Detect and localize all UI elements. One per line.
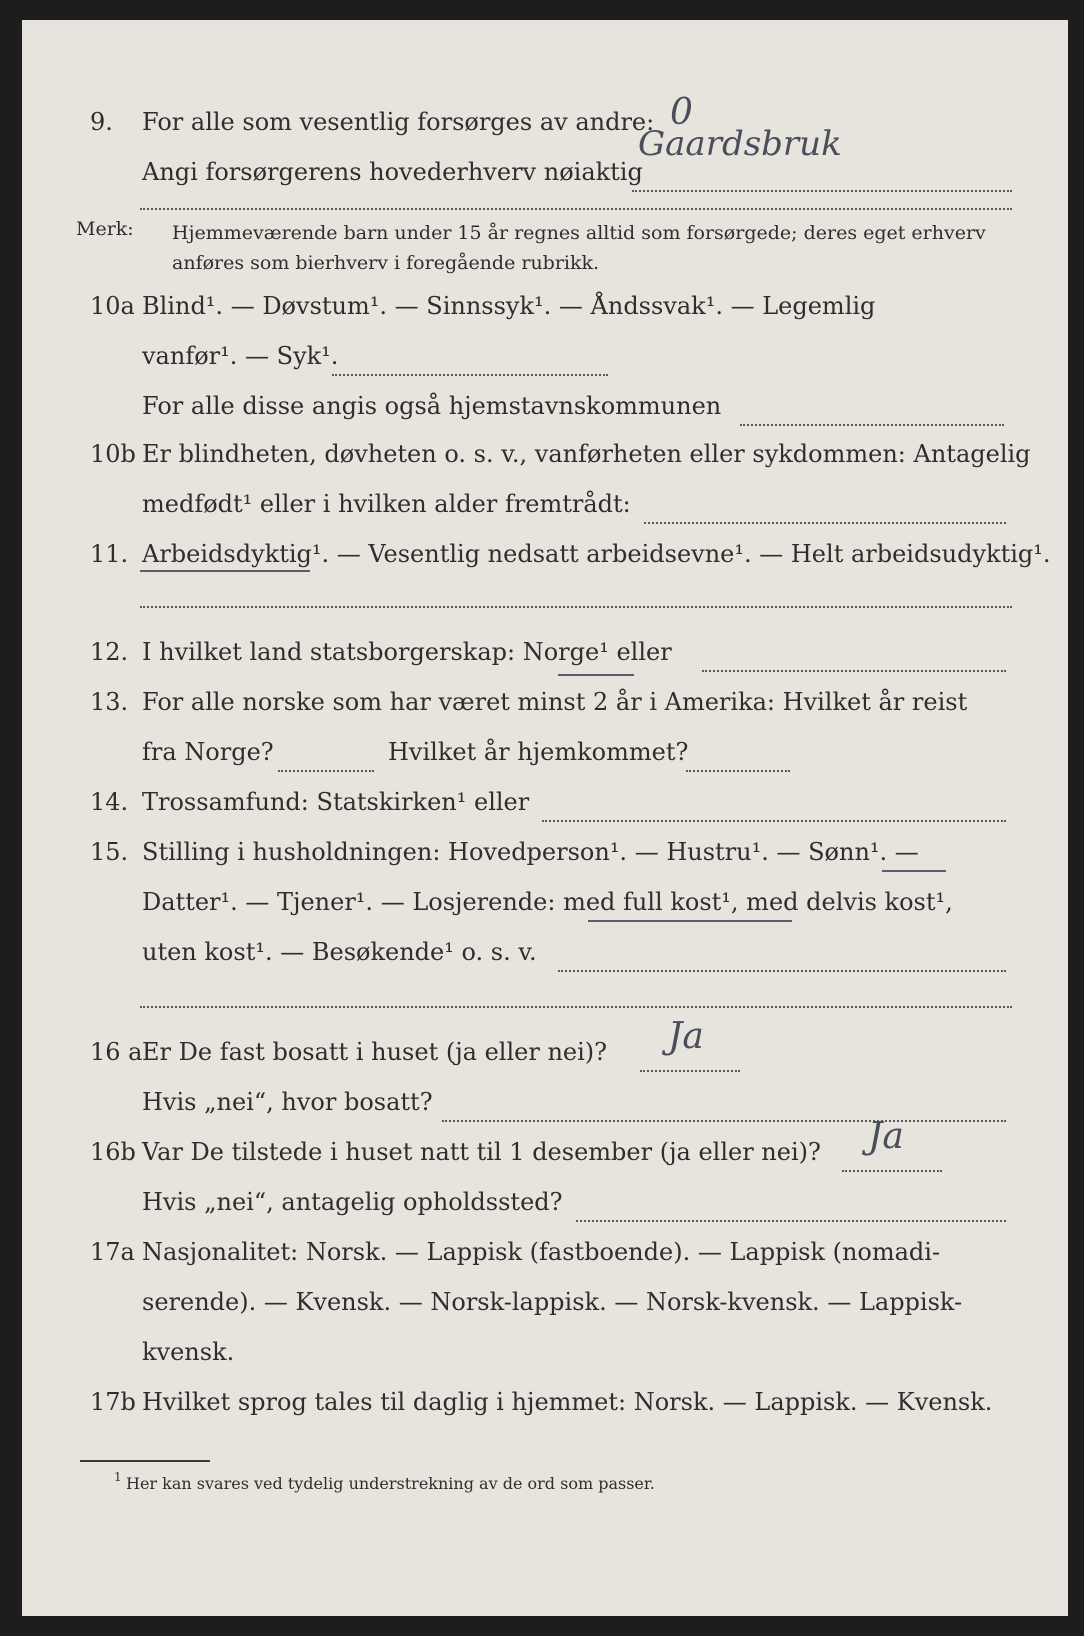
question-text: Angi forsørgerens hovederhverv nøiaktig bbox=[142, 158, 643, 186]
question-number: 15. bbox=[90, 838, 129, 866]
question-text: Blind¹. — Døvstum¹. — Sinnssyk¹. — Åndssvak¹. — Legemlig bbox=[142, 292, 876, 320]
handwritten-occupation: Gaardsbruk bbox=[638, 124, 842, 164]
question-text: Er De fast bosatt i huset (ja eller nei)? bbox=[142, 1038, 608, 1066]
question-text: vanfør¹. — Syk¹. bbox=[142, 342, 339, 370]
question-17a-line-2 bbox=[22, 1282, 1068, 1326]
question-9-line-1 bbox=[22, 102, 1068, 146]
handwritten-answer-q9: 0 bbox=[670, 92, 693, 133]
footnote-rule bbox=[80, 1460, 210, 1462]
question-text: Hvilket sprog tales til daglig i hjemmet: Norsk. — Lappisk. — Kvensk. bbox=[142, 1388, 993, 1416]
question-10b-line-1 bbox=[22, 434, 1068, 478]
census-form-page bbox=[22, 20, 1068, 1616]
question-16b-line-2 bbox=[22, 1182, 1068, 1226]
handwritten-underline bbox=[140, 570, 310, 572]
question-text: For alle norske som har været minst 2 år i Amerika: Hvilket år reist bbox=[142, 688, 968, 716]
question-text: Er blindheten, døvheten o. s. v., vanførheten eller sykdommen: Antagelig bbox=[142, 440, 1031, 468]
question-text: I hvilket land statsborgerskap: Norge¹ eller bbox=[142, 638, 672, 666]
question-17b bbox=[22, 1382, 1068, 1426]
answer-line bbox=[576, 1220, 1006, 1222]
question-17a-line-3 bbox=[22, 1332, 1068, 1376]
question-text: For alle disse angis også hjemstavnskommunen bbox=[142, 392, 722, 420]
question-number: 10a bbox=[90, 292, 135, 320]
question-text: uten kost¹. — Besøkende¹ o. s. v. bbox=[142, 938, 537, 966]
question-text: medfødt¹ eller i hvilken alder fremtrådt: bbox=[142, 490, 631, 518]
answer-line bbox=[842, 1170, 942, 1172]
question-text: Hvis „nei“, hvor bosatt? bbox=[142, 1088, 433, 1116]
footnote-text: Her kan svares ved tydelig understrekning av de ord som passer. bbox=[126, 1474, 655, 1493]
question-number: 17b bbox=[90, 1388, 136, 1416]
question-text: Var De tilstede i huset natt til 1 desember (ja eller nei)? bbox=[142, 1138, 821, 1166]
answer-line-continuation bbox=[140, 606, 1012, 608]
answer-line bbox=[278, 770, 374, 772]
answer-line bbox=[332, 374, 608, 376]
answer-line bbox=[686, 770, 790, 772]
question-13-line-1 bbox=[22, 682, 1068, 726]
question-10a-line-2 bbox=[22, 336, 1068, 380]
handwritten-answer-q16a: Ja bbox=[668, 1016, 704, 1057]
question-text: kvensk. bbox=[142, 1338, 235, 1366]
question-number: 17a bbox=[90, 1238, 135, 1266]
answer-line bbox=[740, 424, 1004, 426]
question-14 bbox=[22, 782, 1068, 826]
question-text: serende). — Kvensk. — Norsk-lappisk. — Norsk-kvensk. — Lappisk- bbox=[142, 1288, 963, 1316]
answer-line bbox=[644, 522, 1006, 524]
question-15-line-2 bbox=[22, 882, 1068, 926]
question-9-line-2 bbox=[22, 152, 1068, 196]
question-13-line-2 bbox=[22, 732, 1068, 776]
answer-line bbox=[558, 970, 1006, 972]
answer-line-continuation bbox=[140, 1006, 1012, 1008]
question-number: 16 a bbox=[90, 1038, 143, 1066]
footnote-mark: 1 bbox=[114, 1470, 122, 1484]
note-text: Hjemmeværende barn under 15 år regnes alltid som forsørgede; deres eget erhverv anføres som bierhverv i foregående rubrikk. bbox=[172, 222, 986, 274]
question-text: Datter¹. — Tjener¹. — Losjerende: med full kost¹, med delvis kost¹, bbox=[142, 888, 953, 916]
question-text: fra Norge? bbox=[142, 738, 274, 766]
question-text-2: Hvilket år hjemkommet? bbox=[388, 738, 689, 766]
question-16a-line-2 bbox=[22, 1082, 1068, 1126]
handwritten-underline bbox=[558, 674, 634, 676]
note-label: Merk: bbox=[76, 218, 134, 240]
question-number: 12. bbox=[90, 638, 129, 666]
question-number: 16b bbox=[90, 1138, 136, 1166]
handwritten-answer-q16b: Ja bbox=[868, 1116, 904, 1157]
answer-line bbox=[442, 1120, 1006, 1122]
question-text: Arbeidsdyktig¹. — Vesentlig nedsatt arbeidsevne¹. — Helt arbeidsudyktig¹. bbox=[142, 540, 1051, 568]
answer-line bbox=[702, 670, 1006, 672]
answer-line-continuation bbox=[140, 208, 1012, 210]
answer-line bbox=[640, 1070, 740, 1072]
question-text: Trossamfund: Statskirken¹ eller bbox=[142, 788, 530, 816]
question-number: 10b bbox=[90, 440, 136, 468]
answer-line bbox=[542, 820, 1006, 822]
question-10a-line-3 bbox=[22, 386, 1068, 430]
question-text: For alle som vesentlig forsørges av andre: bbox=[142, 108, 655, 136]
question-12 bbox=[22, 632, 1068, 676]
question-number: 13. bbox=[90, 688, 129, 716]
question-16a-line-1 bbox=[22, 1032, 1068, 1076]
question-text: Stilling i husholdningen: Hovedperson¹. — Hustru¹. — Sønn¹. — bbox=[142, 838, 919, 866]
question-16b-line-1 bbox=[22, 1132, 1068, 1176]
answer-line bbox=[632, 190, 1012, 192]
question-17a-line-1 bbox=[22, 1232, 1068, 1276]
question-number: 11. bbox=[90, 540, 129, 568]
handwritten-underline bbox=[882, 870, 946, 872]
question-10b-line-2 bbox=[22, 484, 1068, 528]
handwritten-underline bbox=[588, 920, 792, 922]
question-10a-line-1 bbox=[22, 286, 1068, 330]
question-text: Hvis „nei“, antagelig opholdssted? bbox=[142, 1188, 563, 1216]
question-15-line-3 bbox=[22, 932, 1068, 976]
question-number: 9. bbox=[90, 108, 113, 136]
question-text: Nasjonalitet: Norsk. — Lappisk (fastboende). — Lappisk (nomadi- bbox=[142, 1238, 941, 1266]
question-number: 14. bbox=[90, 788, 129, 816]
